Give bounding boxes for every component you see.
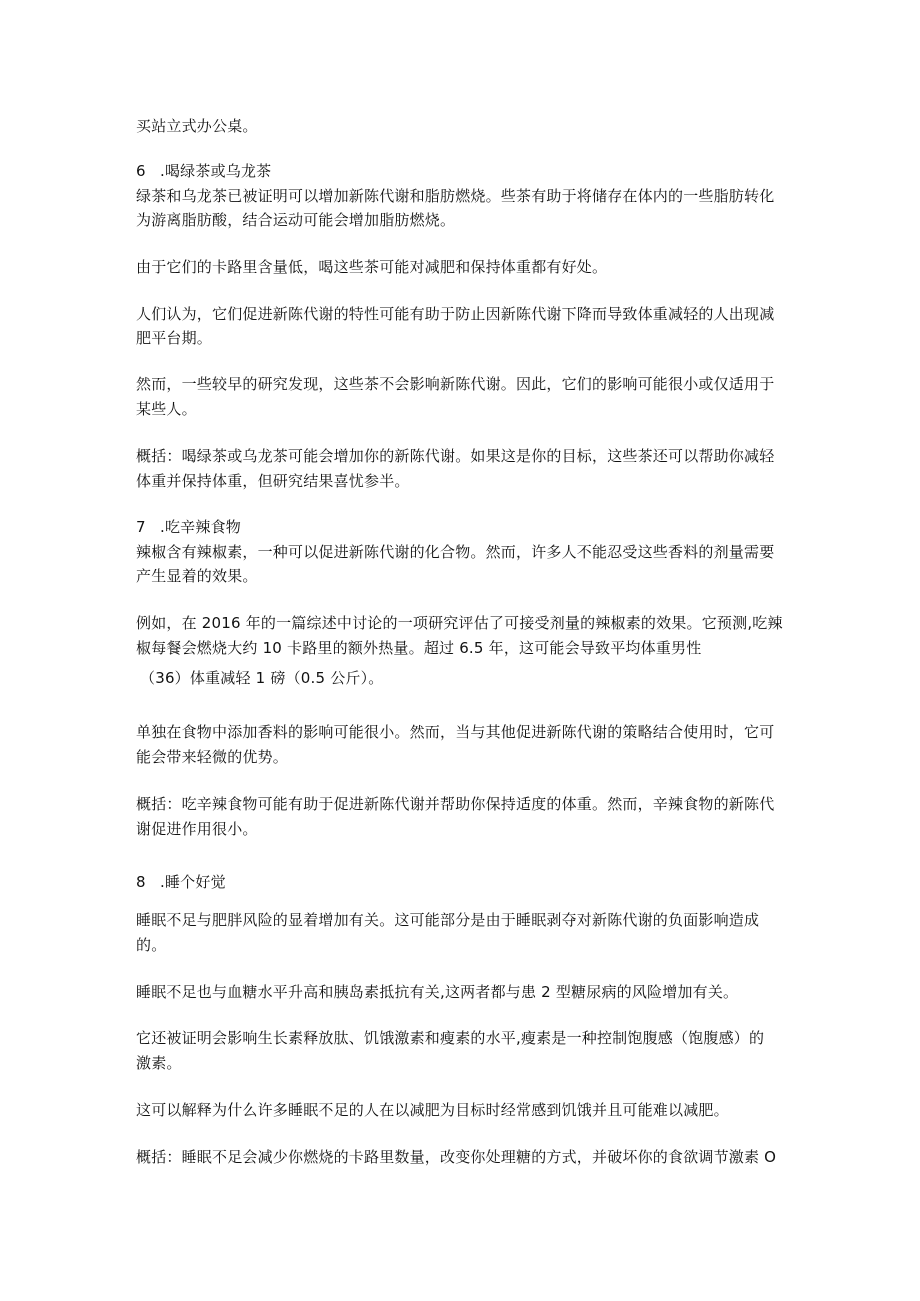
text-line: 椒每餐会燃烧大约 10 卡路里的额外热量。超过 6.5 年，这可能会导致平均体重男性 [136,639,702,657]
text-line: 人们认为，它们促进新陈代谢的特性可能有助于防止因新陈代谢下降而导致体重减轻的人出现减 [136,305,775,323]
text-line: （36）体重减轻 1 磅（0.5 公斤）。 [140,669,384,687]
text-line: 绿茶和乌龙茶已被证明可以增加新陈代谢和脂肪燃烧。些茶有助于将储存在体内的一些脂肪转化 [136,187,775,205]
text-line: 的。 [136,936,167,954]
text-line: 单独在食物中添加香料的影响可能很小。然而，当与其他促进新陈代谢的策略结合使用时，它可 [136,723,775,741]
summary-line: 概括：吃辛辣食物可能有助于促进新陈代谢并帮助你保持适度的体重。然而，辛辣食物的新陈代 [136,795,775,813]
text-line: 然而，一些较早的研究发现，这些茶不会影响新陈代谢。因此，它们的影响可能很小或仅适用于 [136,375,775,393]
summary-line: 体重并保持体重，但研究结果喜忧参半。 [136,472,410,490]
text-line: 肥平台期。 [136,329,213,347]
section-heading-7 [136,516,241,538]
section-heading-6 [136,160,271,182]
section-number: 8 [136,873,146,891]
text-line: 例如，在 2016 年的一篇综述中讨论的一项研究评估了可接受剂量的辣椒素的效果。它预测,吃辣 [136,614,783,632]
section-number: 6 [136,162,146,180]
summary-line: 谢促进作用很小。 [136,820,258,838]
text-line: 为游离脂肪酸，结合运动可能会增加脂肪燃烧。 [136,211,456,229]
summary-line: 概括：睡眠不足会减少你燃烧的卡路里数量，改变你处理糖的方式，并破坏你的食欲调节激素 O [136,1148,777,1166]
text-line: 这可以解释为什么许多睡眠不足的人在以减肥为目标时经常感到饥饿并且可能难以减肥。 [136,1101,729,1119]
text-line: 它还被证明会影响生长素释放肽、饥饿激素和瘦素的水平,瘦素是一种控制饱腹感（饱腹感）的 [136,1029,765,1047]
text-line: 睡眠不足也与血糖水平升高和胰岛素抵抗有关,这两者都与患 2 型糖尿病的风险增加有关。 [136,983,739,1001]
section-number: 7 [136,518,146,536]
text-line: 辣椒含有辣椒素，一种可以促进新陈代谢的化合物。然而，许多人不能忍受这些香料的剂量需要 [136,543,775,561]
section-heading-8 [136,871,226,893]
summary-line: 概括：喝绿茶或乌龙茶可能会增加你的新陈代谢。如果这是你的目标，这些茶还可以帮助你减轻 [136,447,775,465]
text-line: 能会带来轻微的优势。 [136,748,289,766]
section-title: .喝绿茶或乌龙茶 [160,162,272,180]
text-line: 由于它们的卡路里含量低，喝这些茶可能对减肥和保持体重都有好处。 [136,258,608,276]
text-line: 睡眠不足与肥胖风险的显着增加有关。这可能部分是由于睡眠剥夺对新陈代谢的负面影响造成 [136,911,760,929]
text-line: 买站立式办公桌。 [136,117,258,135]
text-line: 某些人。 [136,400,197,418]
text-line: 产生显着的效果。 [136,567,258,585]
text-line: 激素。 [136,1054,182,1072]
section-title: .吃辛辣食物 [160,518,241,536]
section-title: .睡个好觉 [160,873,226,891]
